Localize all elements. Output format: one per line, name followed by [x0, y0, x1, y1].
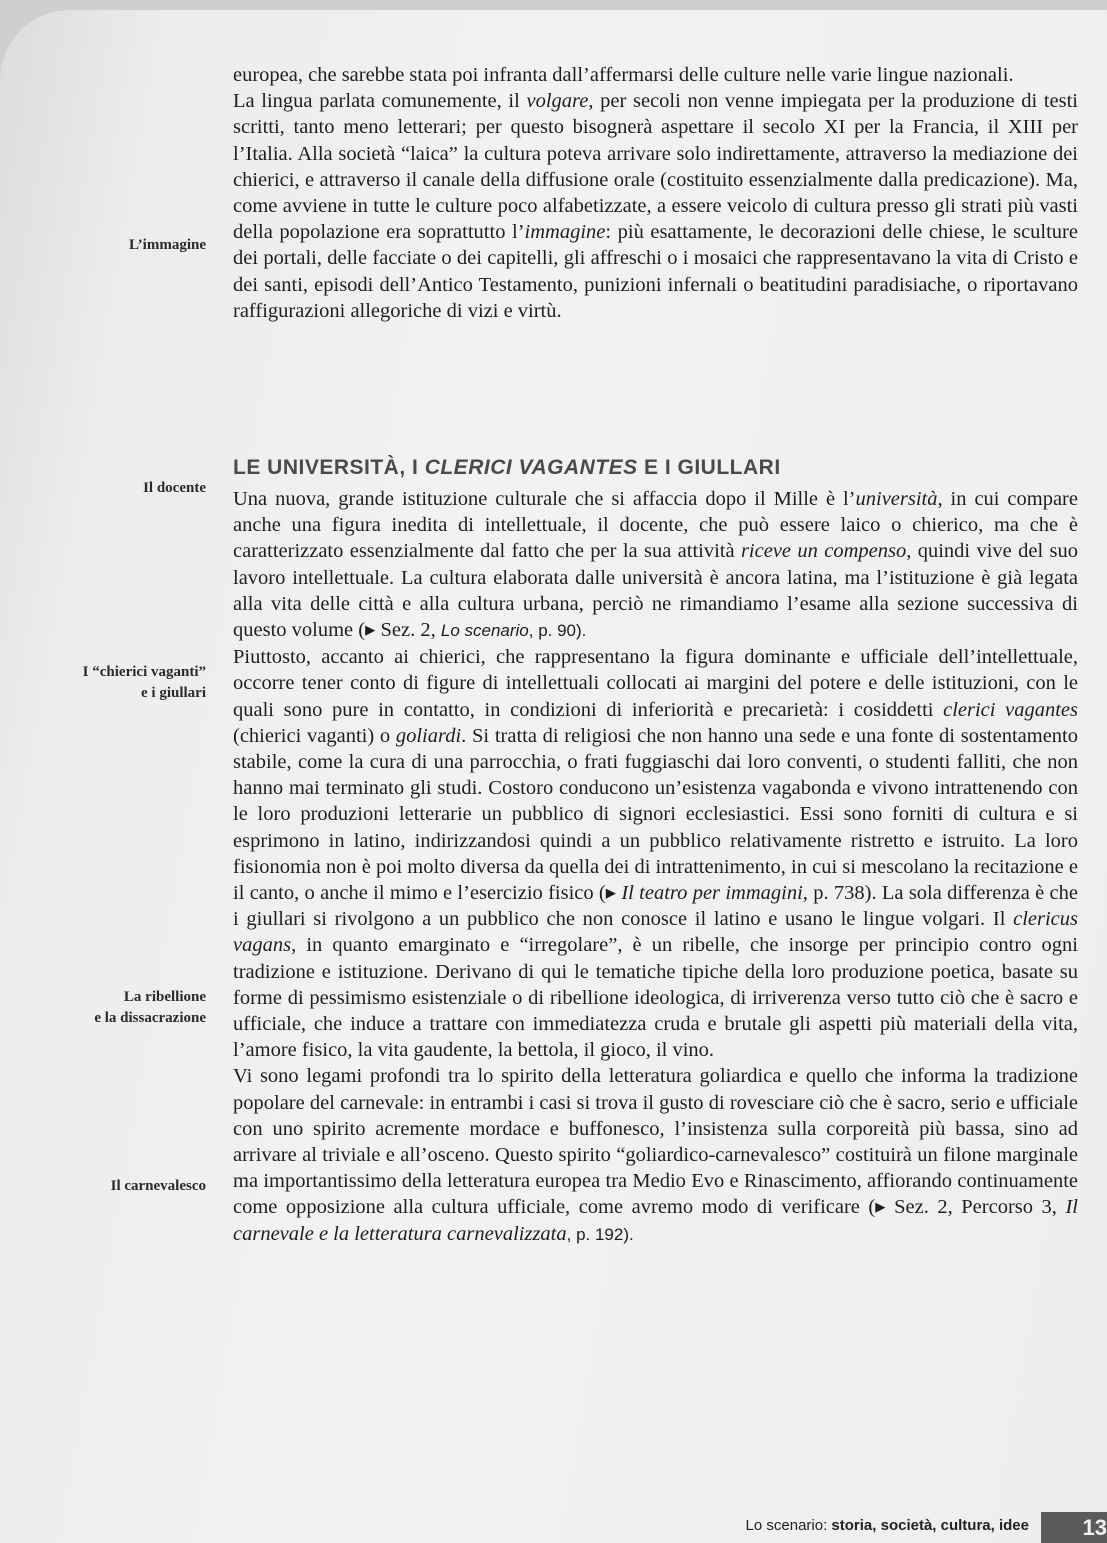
margin-note-ribellione-line1: La ribellione [123, 989, 206, 1005]
margin-note-ribellione-line2: e la dissacrazione [94, 1010, 206, 1026]
paragraph-carnevale: Vi sono legami profondi tra lo spirito della letteratura goliardica e quello che informa la tradizione popolare del carnevale: in entrambi i casi si trova il gusto di rovesciare ciò che è sacro, serio e ufficiale con uno spirito acremente mordace e buffonesco, l’insistenza sulla corporeità più bassa, sino ad arrivare al triviale e all’osceno. Questo spirito “goliardico-carnevalesco” costituirà un filone marginale ma importantissimo della letteratura europea tra Medio Evo e Rinascimento, affiorando continuamente come opposizione alla cultura ufficiale, come avremo modo di verificare (▸ Sez. 2, Percorso 3, Il carnevale e la letteratura carnevalizzata, p. 192). [233, 1065, 1078, 1245]
margin-note-docente: Il docente [143, 480, 206, 496]
body-top [233, 62, 1078, 324]
body-bottom [233, 486, 1078, 1248]
paragraph-chierici: Piuttosto, accanto ai chierici, che rappresentano la figura dominante e ufficiale dell’intellettuale, occorre tener conto di figure di intellettuali collocati ai margini del potere e delle istituzioni, con le quali sono pure in contatto, in condizioni di inferiorità e precarietà: i cosiddetti clerici vagantes (chierici vaganti) o goliardi. Si tratta di religiosi che non hanno una sede e una fonte di sostentamento stabile, come la cura di una parrocchia, o frati fuggiaschi dai loro conventi, o studenti falliti, che non hanno mai terminato gli studi. Costoro conducono un’esistenza vagabonda e vivono intrattenendo con le loro produzioni letterarie un pubblico di signori ecclesiastici. Essi sono forniti di cultura e si esprimono in latino, indirizzandosi quindi a un pubblico relativamente ristretto e istruito. La loro fisionomia non è poi molto diversa da quella dei di intrattenimento, in cui si mescolano la recitazione e il canto, o anche il mimo e l’esercizio fisico (▸ Il teatro per immagini, p. 738). La sola differenza è che i giullari si rivolgono a un pubblico che non conosce il latino e usano le lingue volgari. Il clericus vagans, in quanto emarginato e “irregolare”, è un ribelle, che insorge per principio contro ogni tradizione e istituzione. Derivano di qui le tematiche tipiche della loro produzione poetica, basate su forme di pessimismo esistenziale o di ribellione ideologica, di irriverenza verso tutto ciò che è sacro e ufficiale, che induce a trattare con immediatezza cruda e brutale gli aspetti più materiali della vita, l’amore fisico, la vita gaudente, la bettola, il gioco, il vino. [233, 646, 1079, 1062]
footer-running-title: Lo scenario: storia, società, cultura, idee [745, 1517, 1029, 1534]
page-footer [0, 1512, 1107, 1543]
section-title: LE UNIVERSITÀ, I CLERICI VAGANTES E I GIULLARI [233, 456, 781, 479]
paragraph-intro: europea, che sarebbe stata poi infranta dall’affermarsi delle culture nelle varie lingue nazionali. [233, 64, 1014, 86]
margin-note-chierici [6, 662, 206, 704]
paragraph-volgare: La lingua parlata comunemente, il volgare, per secoli non venne impiegata per la produzione di testi scritti, tanto meno letterari; per questo bisognerà aspettare il secolo XI per la Francia, il XIII per l’Italia. Alla società “laica” la cultura poteva arrivare solo indirettamente, attraverso la mediazione dei chierici, e attraverso il canale della diffusione orale (costituito essenzialmente dalla predicazione). Ma, come avviene in tutte le culture poco alfabetizzate, a essere veicolo di cultura presso gli strati più vasti della popolazione era soprattutto l’immagine: più esattamente, le decorazioni delle chiese, le sculture dei portali, delle facciate o dei capitelli, gli affreschi o i mosaici che rappresentavano la vita di Cristo e dei santi, episodi dell’Antico Testamento, punizioni infernali o beatitudini paradisiache, o riportavano raffigurazioni allegoriche di vizi e virtù. [233, 90, 1078, 322]
book-page [0, 10, 1107, 1543]
margin-note-chierici-line1: I “chierici vaganti” [82, 664, 206, 680]
margin-note-ribellione [6, 987, 206, 1029]
paragraph-universita: Una nuova, grande istituzione culturale che si affaccia dopo il Mille è l’università, in cui compare anche una figura inedita di intellettuale, il docente, che può essere laico o chierico, ma che è caratterizzato essenzialmente dal fatto che per la sua attività riceve un compenso, quindi vive del suo lavoro intellettuale. La cultura elaborata dalle università è ancora latina, ma l’istituzione è già legata alla vita delle città e alla cultura urbana, perciò ne rimandiamo l’esame alla sezione successiva di questo volume (▸ Sez. 2, Lo scenario, p. 90). [233, 488, 1078, 642]
margin-note-chierici-line2: e i giullari [141, 685, 206, 701]
margin-note-carnevalesco: Il carnevalesco [110, 1178, 206, 1194]
margin-note-immagine: L’immagine [129, 237, 206, 253]
page-number: 13 [1041, 1512, 1107, 1543]
